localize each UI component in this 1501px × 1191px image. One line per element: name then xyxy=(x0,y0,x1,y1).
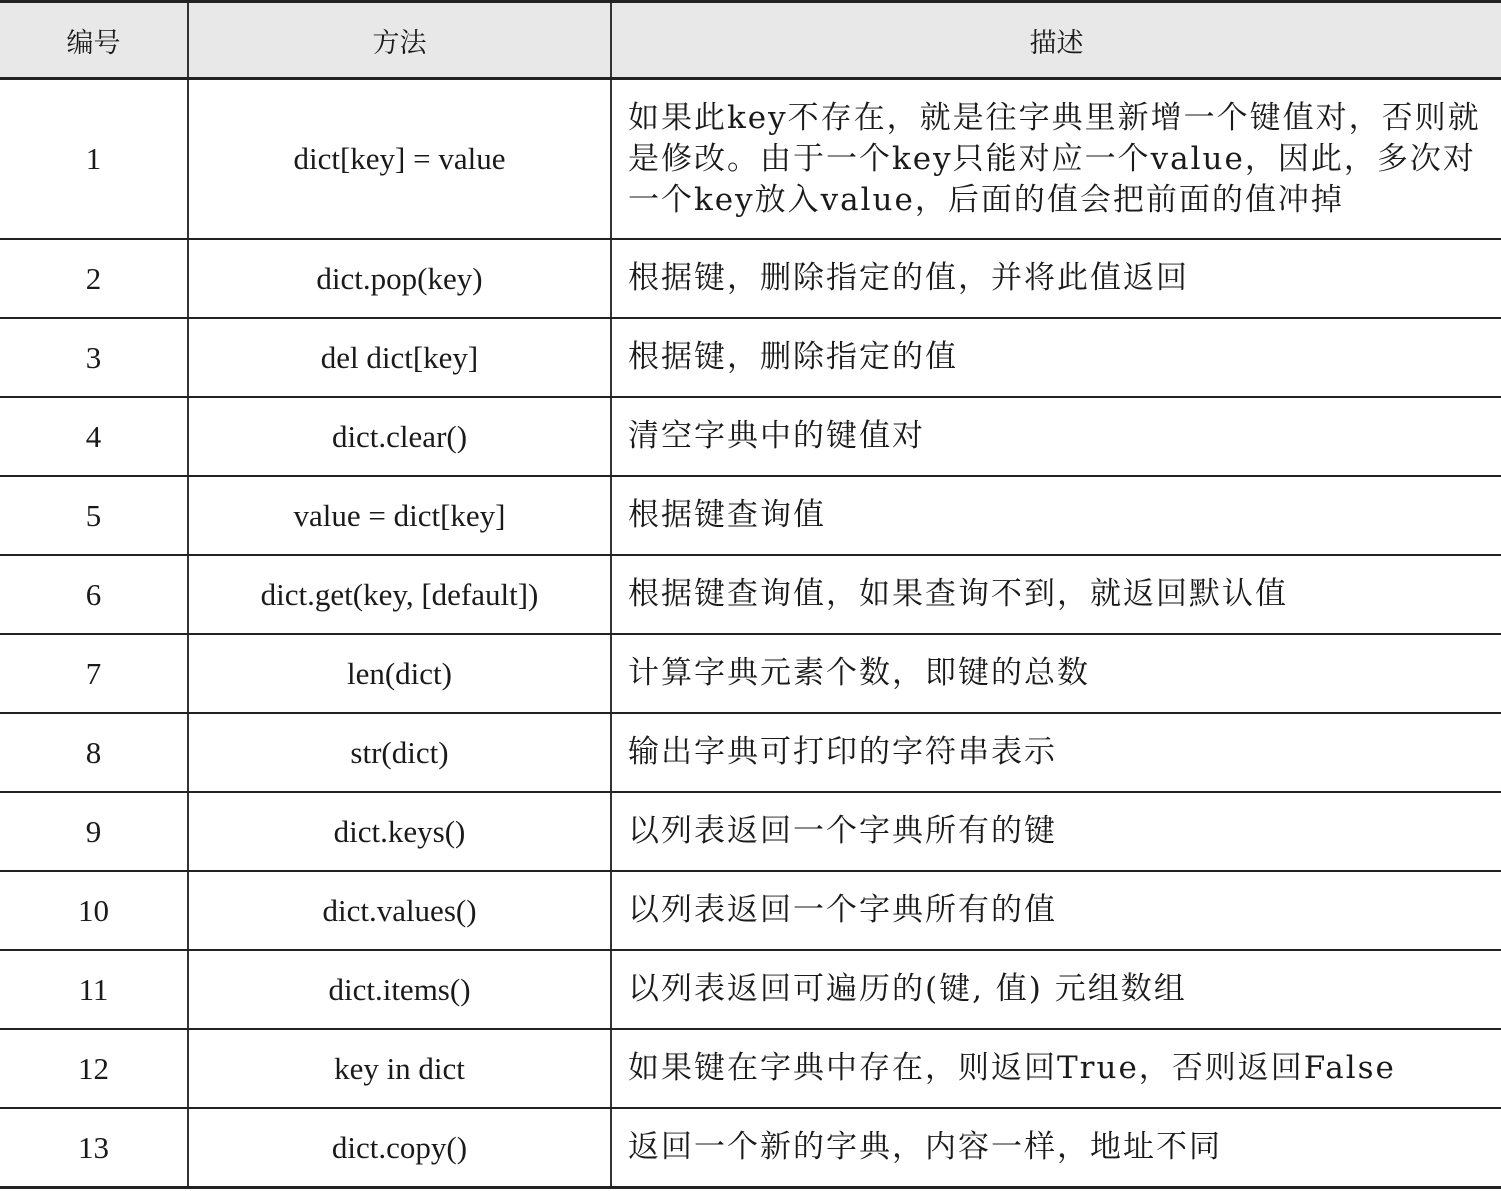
table-row xyxy=(0,634,1501,713)
row-number: 9 xyxy=(0,792,188,871)
row-description: 以列表返回一个字典所有的值 xyxy=(611,871,1501,950)
row-number: 2 xyxy=(0,239,188,318)
row-description: 清空字典中的键值对 xyxy=(611,397,1501,476)
row-method: dict[key] = value xyxy=(188,79,611,240)
row-description: 根据键查询值 xyxy=(611,476,1501,555)
table-row xyxy=(0,239,1501,318)
row-method: dict.clear() xyxy=(188,397,611,476)
row-method: len(dict) xyxy=(188,634,611,713)
table-row xyxy=(0,397,1501,476)
row-method: dict.copy() xyxy=(188,1108,611,1188)
row-method: dict.items() xyxy=(188,950,611,1029)
table-row xyxy=(0,871,1501,950)
table-row xyxy=(0,713,1501,792)
row-number: 5 xyxy=(0,476,188,555)
row-number: 11 xyxy=(0,950,188,1029)
row-description: 以列表返回一个字典所有的键 xyxy=(611,792,1501,871)
row-method: dict.pop(key) xyxy=(188,239,611,318)
header-method: 方法 xyxy=(188,2,611,79)
header-description: 描述 xyxy=(611,2,1501,79)
row-method: dict.values() xyxy=(188,871,611,950)
row-description: 根据键，删除指定的值 xyxy=(611,318,1501,397)
row-method: del dict[key] xyxy=(188,318,611,397)
row-description: 根据键查询值，如果查询不到，就返回默认值 xyxy=(611,555,1501,634)
table-row xyxy=(0,79,1501,240)
row-number: 4 xyxy=(0,397,188,476)
row-description: 计算字典元素个数，即键的总数 xyxy=(611,634,1501,713)
table-row xyxy=(0,950,1501,1029)
row-number: 10 xyxy=(0,871,188,950)
row-number: 13 xyxy=(0,1108,188,1188)
table-row xyxy=(0,792,1501,871)
row-description: 输出字典可打印的字符串表示 xyxy=(611,713,1501,792)
row-number: 3 xyxy=(0,318,188,397)
row-number: 1 xyxy=(0,79,188,240)
row-method: dict.get(key, [default]) xyxy=(188,555,611,634)
row-number: 7 xyxy=(0,634,188,713)
row-description: 如果此key不存在，就是往字典里新增一个键值对，否则就是修改。由于一个key只能对应一个value，因此，多次对一个key放入value，后面的值会把前面的值冲掉 xyxy=(611,79,1501,240)
row-number: 8 xyxy=(0,713,188,792)
row-number: 6 xyxy=(0,555,188,634)
header-number: 编号 xyxy=(0,2,188,79)
row-method: dict.keys() xyxy=(188,792,611,871)
table-row xyxy=(0,1029,1501,1108)
table-row xyxy=(0,555,1501,634)
table-row xyxy=(0,476,1501,555)
row-description: 返回一个新的字典，内容一样，地址不同 xyxy=(611,1108,1501,1188)
row-method: key in dict xyxy=(188,1029,611,1108)
table-row xyxy=(0,1108,1501,1188)
row-description: 以列表返回可遍历的(键, 值) 元组数组 xyxy=(611,950,1501,1029)
header-row xyxy=(0,2,1501,79)
row-method: str(dict) xyxy=(188,713,611,792)
row-number: 12 xyxy=(0,1029,188,1108)
row-method: value = dict[key] xyxy=(188,476,611,555)
row-description: 如果键在字典中存在，则返回True，否则返回False xyxy=(611,1029,1501,1108)
row-description: 根据键，删除指定的值，并将此值返回 xyxy=(611,239,1501,318)
table-row xyxy=(0,318,1501,397)
